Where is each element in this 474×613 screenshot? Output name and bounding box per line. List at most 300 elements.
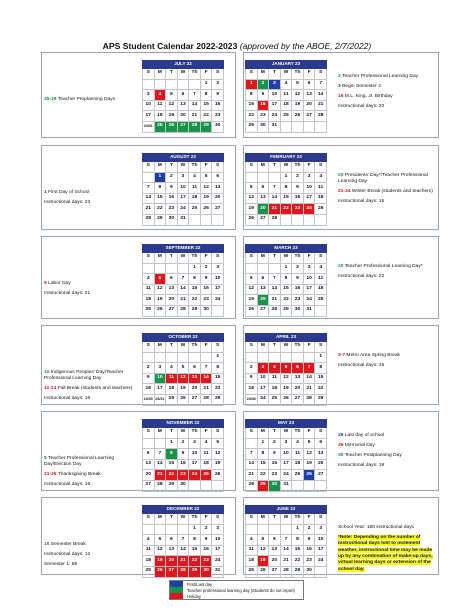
- month-notes: [338, 264, 436, 284]
- day-cell: 24: [280, 470, 292, 481]
- day-cell: 22: [189, 295, 201, 306]
- weekday-label: S: [143, 514, 155, 525]
- day-cell: 17: [280, 459, 292, 470]
- day-cell: 7: [200, 363, 212, 374]
- month-notes: [44, 542, 136, 572]
- day-cell: 21: [280, 556, 292, 567]
- month-header: [246, 506, 327, 514]
- day-cell: 30: [269, 480, 281, 491]
- note-text: 5: [44, 281, 47, 286]
- day-cell: 9: [246, 373, 258, 384]
- day-cell: 22: [154, 204, 166, 215]
- day-cell: [246, 263, 258, 274]
- day-cell: 21: [200, 384, 212, 395]
- weekday-label: Th: [189, 69, 201, 80]
- month-calendar: [245, 244, 327, 317]
- weekday-label: W: [280, 428, 292, 439]
- day-cell: [292, 214, 304, 225]
- day-cell: 16: [292, 193, 304, 204]
- weekday-label: S: [212, 514, 224, 525]
- day-cell: 14: [303, 373, 315, 384]
- day-cell: 18: [143, 556, 155, 567]
- week-row: [143, 79, 224, 90]
- week-row: [246, 100, 327, 111]
- month-calendar: [245, 60, 327, 133]
- day-cell: 30: [166, 214, 178, 225]
- week-row: [246, 449, 327, 460]
- day-cell: [246, 524, 258, 535]
- note-text: Last day of school: [343, 433, 385, 438]
- day-cell: 11: [315, 183, 327, 194]
- day-cell: 12: [200, 183, 212, 194]
- day-cell: 3: [303, 172, 315, 183]
- weekday-label: S: [143, 69, 155, 80]
- day-cell: [143, 172, 155, 183]
- month-name: DECEMBER 22: [143, 506, 224, 514]
- weekday-row: [143, 253, 224, 264]
- weekday-label: S: [315, 162, 327, 173]
- day-cell: 8: [189, 274, 201, 285]
- month-header: [143, 506, 224, 514]
- note-line: [44, 552, 136, 558]
- day-cell: 7: [269, 274, 281, 285]
- day-cell: 13: [303, 90, 315, 101]
- day-cell: 18: [143, 295, 155, 306]
- day-cell: 26: [166, 121, 178, 132]
- day-cell: 1: [246, 79, 258, 90]
- weekday-label: M: [257, 342, 269, 353]
- week-row: [246, 111, 327, 122]
- day-cell: [315, 305, 327, 316]
- day-cell: 29: [200, 121, 212, 132]
- day-cell: 11: [292, 449, 304, 460]
- week-row: [143, 263, 224, 274]
- note-text: Presidents’ Day*/Teacher Professional Learning Day: [338, 173, 428, 185]
- day-cell: 3: [154, 363, 166, 374]
- day-cell: 28: [143, 214, 155, 225]
- day-cell: 17: [143, 111, 155, 122]
- day-cell: 26: [257, 566, 269, 577]
- note-text: Teacher Professional Learning Day: [340, 74, 419, 79]
- day-cell: 24: [212, 295, 224, 306]
- month-name: APRIL 23: [246, 334, 327, 342]
- week-row: [143, 556, 224, 567]
- month-header: [246, 245, 327, 253]
- day-cell: 23: [212, 111, 224, 122]
- day-cell: 21: [315, 100, 327, 111]
- day-cell: [154, 263, 166, 274]
- day-cell: 10: [303, 274, 315, 285]
- month-name: JULY 22: [143, 61, 224, 69]
- day-cell: 25: [154, 121, 166, 132]
- day-cell: 21: [143, 204, 155, 215]
- day-cell: 20: [292, 384, 304, 395]
- day-cell: 23: [303, 556, 315, 567]
- note-line: [338, 525, 436, 531]
- weekday-label: F: [303, 428, 315, 439]
- month-header: [246, 61, 327, 69]
- day-cell: [269, 172, 281, 183]
- day-cell: 6: [166, 274, 178, 285]
- day-cell: 25: [269, 394, 281, 405]
- day-cell: [292, 121, 304, 132]
- month-header: [143, 245, 224, 253]
- day-cell: 23: [269, 470, 281, 481]
- day-cell: 15: [315, 373, 327, 384]
- month-name: SEPTEMBER 22: [143, 245, 224, 253]
- day-cell: 15: [154, 193, 166, 204]
- month-name: AUGUST 22: [143, 154, 224, 162]
- day-cell: 6: [177, 90, 189, 101]
- day-cell: 11: [143, 284, 155, 295]
- weekday-label: W: [177, 428, 189, 439]
- day-cell: 11: [246, 545, 258, 556]
- month-notes: [44, 281, 136, 301]
- legend: [169, 580, 304, 600]
- day-cell: 17: [303, 284, 315, 295]
- day-cell: 31: [269, 121, 281, 132]
- day-cell: [143, 524, 155, 535]
- day-cell: [315, 214, 327, 225]
- day-cell: 10: [257, 373, 269, 384]
- week-row: [246, 524, 327, 535]
- day-cell: [189, 214, 201, 225]
- day-cell: 18: [315, 193, 327, 204]
- note-line: [338, 173, 436, 186]
- weekday-label: F: [303, 253, 315, 264]
- day-cell: 11: [315, 274, 327, 285]
- week-row: [143, 204, 224, 215]
- day-cell: 28: [246, 480, 258, 491]
- day-cell: 25: [143, 305, 155, 316]
- day-cell: 30: [177, 480, 189, 491]
- day-cell: 30: [212, 121, 224, 132]
- weekday-label: T: [269, 69, 281, 80]
- weekday-label: M: [154, 253, 166, 264]
- day-cell: 5: [177, 363, 189, 374]
- weekday-label: W: [177, 253, 189, 264]
- month-name: JUNE 23: [246, 506, 327, 514]
- note-line: [338, 353, 436, 359]
- day-cell: 18: [315, 284, 327, 295]
- week-row: [143, 183, 224, 194]
- day-cell: 17: [189, 459, 201, 470]
- weekday-label: T: [269, 162, 281, 173]
- week-row: [246, 204, 327, 215]
- day-cell: 8: [315, 363, 327, 374]
- day-cell: 15: [166, 459, 178, 470]
- month-calendar: [142, 244, 224, 317]
- day-cell: 7: [177, 274, 189, 285]
- day-cell: 12: [246, 284, 258, 295]
- day-cell: 27: [292, 394, 304, 405]
- day-cell: 12: [166, 100, 178, 111]
- day-cell: 5: [166, 90, 178, 101]
- day-cell: 5: [280, 363, 292, 374]
- day-cell: 19: [246, 204, 258, 215]
- weekday-label: S: [143, 342, 155, 353]
- day-cell: 28: [315, 111, 327, 122]
- day-cell: 24: [315, 556, 327, 567]
- week-row: [143, 274, 224, 285]
- day-cell: 6: [212, 172, 224, 183]
- note-text: 20: [338, 173, 344, 178]
- day-cell: 16: [212, 100, 224, 111]
- weekday-label: W: [280, 253, 292, 264]
- day-cell: 8: [280, 274, 292, 285]
- day-cell: 4: [292, 438, 304, 449]
- day-cell: 19: [212, 459, 224, 470]
- week-row: [246, 121, 327, 132]
- month-header: [143, 420, 224, 428]
- weekday-label: F: [200, 69, 212, 80]
- week-row: [246, 352, 327, 363]
- day-cell: 19: [200, 193, 212, 204]
- note-line: [44, 190, 136, 196]
- day-cell: 1: [189, 524, 201, 535]
- day-cell: 20: [303, 100, 315, 111]
- week-row: [143, 295, 224, 306]
- day-cell: 1: [212, 352, 224, 363]
- weekday-row: [143, 69, 224, 80]
- weekday-row: [143, 428, 224, 439]
- week-row: [246, 79, 327, 90]
- day-cell: [189, 352, 201, 363]
- day-cell: 12: [212, 449, 224, 460]
- month-notes: [44, 456, 136, 492]
- weekday-label: T: [269, 514, 281, 525]
- day-cell: 6: [269, 535, 281, 546]
- week-row: [246, 183, 327, 194]
- day-cell: 19: [246, 295, 258, 306]
- day-cell: 10: [154, 373, 166, 384]
- note-text: 1: [44, 190, 47, 195]
- day-cell: 29: [212, 394, 224, 405]
- weekday-label: M: [154, 428, 166, 439]
- week-row: [246, 566, 327, 577]
- month-name: NOVEMBER 22: [143, 420, 224, 428]
- weekday-label: F: [200, 342, 212, 353]
- note-text: 11-14: [44, 386, 57, 392]
- day-cell: 4: [315, 263, 327, 274]
- note-line: [338, 94, 436, 100]
- weekday-label: S: [143, 428, 155, 439]
- weekday-label: F: [200, 428, 212, 439]
- day-cell: 13: [189, 373, 201, 384]
- day-cell: 12: [154, 545, 166, 556]
- day-cell: [154, 352, 166, 363]
- weekday-label: S: [315, 69, 327, 80]
- day-cell: 16: [257, 100, 269, 111]
- day-cell: 22: [315, 384, 327, 395]
- note-text: School Year: 180 instructional days: [338, 525, 415, 530]
- day-cell: 19: [292, 100, 304, 111]
- day-cell: 5: [246, 274, 258, 285]
- day-cell: 13: [143, 459, 155, 470]
- day-cell: 12: [292, 90, 304, 101]
- day-cell: 16: [166, 193, 178, 204]
- day-cell: 27: [177, 121, 189, 132]
- day-cell: 9: [143, 373, 155, 384]
- day-cell: 22: [280, 295, 292, 306]
- day-cell: 16: [303, 545, 315, 556]
- day-cell: 25: [189, 204, 201, 215]
- day-cell: [303, 121, 315, 132]
- month-notes: [338, 433, 436, 473]
- note-text: 25-29: [44, 97, 57, 102]
- legend-item: [170, 593, 303, 599]
- day-cell: 4: [246, 535, 258, 546]
- month-name: MAY 23: [246, 420, 327, 428]
- day-cell: 6: [189, 363, 201, 374]
- note-text: Teacher Professional Learning Day*: [343, 264, 423, 269]
- day-cell: 26: [246, 214, 258, 225]
- day-cell: 1: [280, 263, 292, 274]
- month-calendar: [142, 60, 224, 133]
- note-line: [338, 74, 436, 80]
- week-row: [246, 263, 327, 274]
- month-header: [143, 61, 224, 69]
- day-cell: 2: [257, 79, 269, 90]
- day-cell: 10: [177, 183, 189, 194]
- note-text: Instructional days: 22: [338, 273, 385, 279]
- day-cell: 4: [189, 172, 201, 183]
- day-cell: 15: [212, 373, 224, 384]
- day-cell: 3: [177, 172, 189, 183]
- day-cell: [143, 263, 155, 274]
- day-cell: 19: [154, 556, 166, 567]
- day-cell: 9: [269, 449, 281, 460]
- day-cell: 20: [143, 470, 155, 481]
- weekday-label: F: [303, 162, 315, 173]
- calendar-subtitle: (approved by the ABOE, 2/7/2022): [239, 41, 372, 51]
- day-cell: 29: [292, 566, 304, 577]
- day-cell: 19: [177, 384, 189, 395]
- weekday-label: M: [154, 162, 166, 173]
- day-cell: 29: [315, 394, 327, 405]
- day-cell: 1: [166, 438, 178, 449]
- day-cell: 24: [269, 111, 281, 122]
- day-cell: 9: [292, 274, 304, 285]
- day-cell: 18: [166, 384, 178, 395]
- weekday-label: S: [315, 342, 327, 353]
- day-cell: 26: [212, 470, 224, 481]
- day-cell: 21: [177, 295, 189, 306]
- legend-label: Holiday: [187, 593, 201, 599]
- day-cell: 2: [292, 263, 304, 274]
- day-cell: 21: [177, 556, 189, 567]
- day-cell: 16: [200, 545, 212, 556]
- day-cell: 8: [166, 449, 178, 460]
- weekday-row: [246, 342, 327, 353]
- day-cell: 10: [315, 535, 327, 546]
- day-cell: 31: [212, 566, 224, 577]
- day-cell: 21: [269, 204, 281, 215]
- weekday-label: M: [154, 69, 166, 80]
- week-row: [246, 284, 327, 295]
- day-cell: 2: [177, 438, 189, 449]
- day-cell: 24: [212, 556, 224, 567]
- day-cell: [143, 352, 155, 363]
- day-cell: 18: [246, 556, 258, 567]
- day-cell: 24: [189, 470, 201, 481]
- weekday-label: W: [177, 342, 189, 353]
- month-notes: [44, 97, 136, 107]
- note-text: Instructional days: 15: [338, 362, 385, 368]
- day-cell: 30: [200, 566, 212, 577]
- day-cell: 4: [200, 438, 212, 449]
- day-cell: 24/31: [154, 394, 166, 405]
- day-cell: 11: [166, 373, 178, 384]
- note-text: 16: [44, 542, 50, 547]
- day-cell: 11: [200, 449, 212, 460]
- day-cell: 7: [246, 449, 258, 460]
- day-cell: 23/30: [246, 394, 258, 405]
- week-row: [246, 295, 327, 306]
- day-cell: 26: [177, 394, 189, 405]
- day-cell: 13: [315, 449, 327, 460]
- weekday-label: F: [303, 69, 315, 80]
- day-cell: 7: [177, 535, 189, 546]
- day-cell: 8: [280, 183, 292, 194]
- day-cell: 3: [315, 524, 327, 535]
- week-row: [246, 363, 327, 374]
- weekday-label: W: [280, 162, 292, 173]
- day-cell: 18: [200, 459, 212, 470]
- day-cell: 4: [269, 363, 281, 374]
- day-cell: 28: [154, 480, 166, 491]
- day-cell: 25: [143, 566, 155, 577]
- week-row: [143, 284, 224, 295]
- day-cell: 29: [189, 305, 201, 316]
- day-cell: 13: [166, 545, 178, 556]
- day-cell: [212, 305, 224, 316]
- day-cell: 10: [269, 90, 281, 101]
- day-cell: 17: [212, 284, 224, 295]
- legend-label: Teacher professional learning day (Students do not report): [187, 587, 296, 593]
- day-cell: 27: [166, 305, 178, 316]
- note-text: Labor Day: [46, 281, 71, 286]
- day-cell: 19: [280, 384, 292, 395]
- note-text: First Day of School: [46, 190, 90, 195]
- day-cell: [200, 214, 212, 225]
- day-cell: 9: [292, 183, 304, 194]
- day-cell: 23: [200, 295, 212, 306]
- note-text: 21-24: [338, 189, 351, 195]
- day-cell: [177, 79, 189, 90]
- day-cell: 31: [177, 214, 189, 225]
- day-cell: 6: [257, 274, 269, 285]
- day-cell: 8: [200, 90, 212, 101]
- day-cell: [292, 352, 304, 363]
- week-row: [246, 394, 327, 405]
- day-cell: 2: [246, 363, 258, 374]
- day-cell: 25: [292, 470, 304, 481]
- day-cell: [246, 172, 258, 183]
- day-cell: 14: [143, 193, 155, 204]
- month-header: [246, 334, 327, 342]
- day-cell: 14: [315, 90, 327, 101]
- day-cell: 20: [212, 193, 224, 204]
- week-row: [143, 470, 224, 481]
- day-cell: 28: [189, 121, 201, 132]
- day-cell: 4: [315, 172, 327, 183]
- day-cell: 26: [303, 470, 315, 481]
- weekday-label: S: [315, 428, 327, 439]
- note-text: Instructional days: 15: [338, 199, 385, 205]
- weekday-label: Th: [189, 342, 201, 353]
- day-cell: 19: [257, 556, 269, 567]
